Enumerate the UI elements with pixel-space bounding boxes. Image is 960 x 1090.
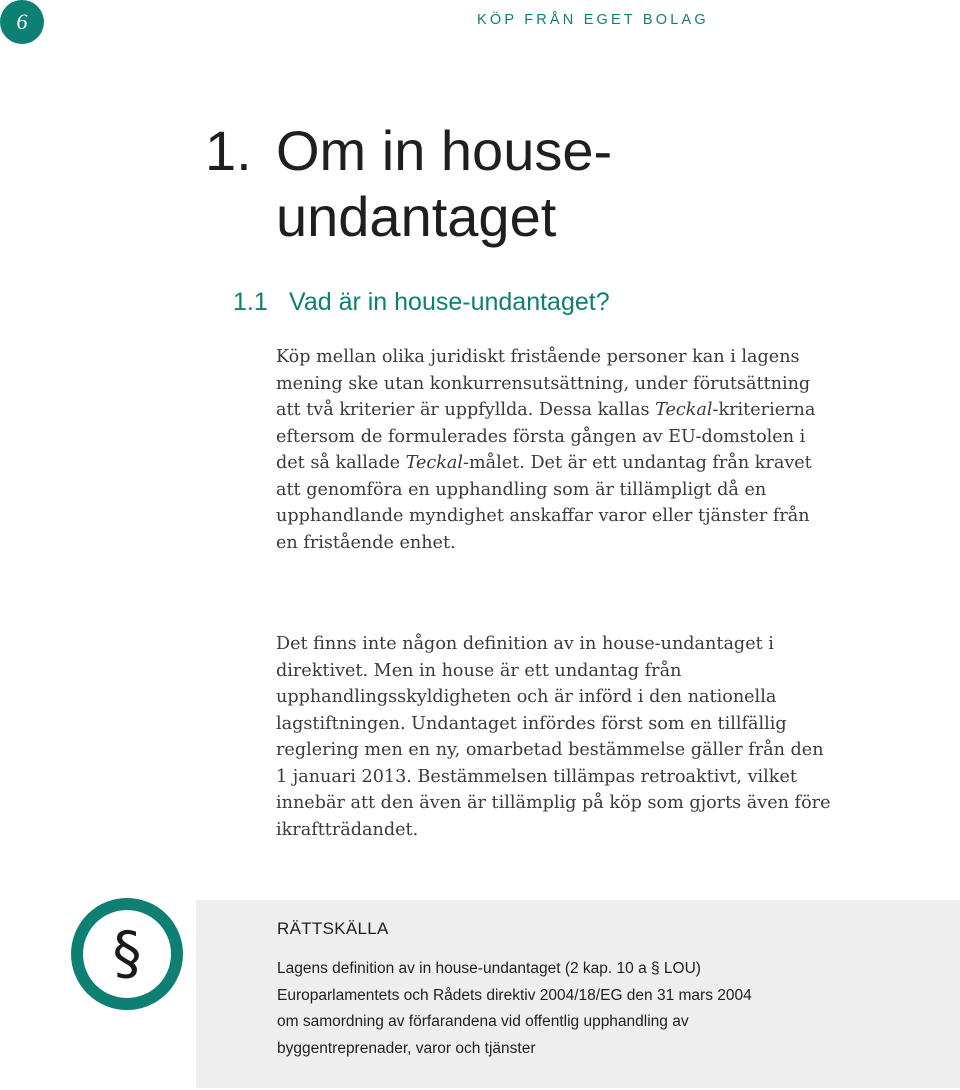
legal-source-item: om samordning av förfarandena vid offentlig upphandling av — [277, 1013, 689, 1030]
case-name-emphasis: Teckal — [405, 453, 464, 473]
legal-source-item: byggentreprenader, varor och tjänster — [277, 1039, 536, 1057]
text-run: Köp mellan olika juridiskt fristående personer kan i lagens mening ske utan konkurrensutsättning, under förutsättning att två kriterier är uppfyllda. Dessa kallas — [276, 347, 811, 420]
case-name-emphasis: Teckal — [655, 400, 713, 420]
running-head: KÖP FRÅN EGET BOLAG — [477, 12, 709, 28]
page-number-badge: 6 — [0, 0, 44, 44]
legal-source-item: Europarlamentets och Rådets direktiv 2004/18/EG den 31 mars 2004 — [277, 986, 752, 1004]
section-heading — [233, 286, 610, 318]
paragraph-section-icon: § — [71, 898, 183, 1010]
section-number: 1.1 — [233, 288, 268, 316]
legal-source-heading: RÄTTSKÄLLA — [277, 919, 389, 938]
paragraph-text: Det finns inte någon definition av in house-undantaget i direktivet. Men in house är ett undantag från upphandlingsskyldigheten och är införd i den nationella lagstiftningen. Undantaget infördes först som en tillfällig reglering men en ny, omarbetad bestämmelse gäller från den 1 januari 2013. Bestämmelsen tillämpas retroaktivt, vilket innebär att den även är tillämplig på köp som gjorts även före ikraftträdandet. — [276, 634, 831, 840]
section-title: Vad är in house-undantaget? — [289, 288, 610, 316]
legal-source-list — [277, 956, 877, 1062]
paragraph-text — [276, 344, 836, 556]
text-run: -kriterierna eftersom de formulerades första gången av EU-domstolen i det så kallade — [276, 400, 816, 473]
body-paragraph-2 — [276, 631, 836, 843]
body-paragraph-1 — [276, 344, 836, 556]
chapter-number: 1. — [205, 119, 252, 182]
text-run: -målet. Det är ett undantag från kravet att genomföra en upphandling som är tillämpligt då en upphandlande myndighet anskaffar varor eller tjänster från en fristående enhet. — [276, 453, 812, 553]
legal-source-item: Lagens definition av in house-undantaget (2 kap. 10 a § LOU) — [277, 960, 701, 977]
chapter-title: Om in house-undantaget — [276, 119, 613, 248]
